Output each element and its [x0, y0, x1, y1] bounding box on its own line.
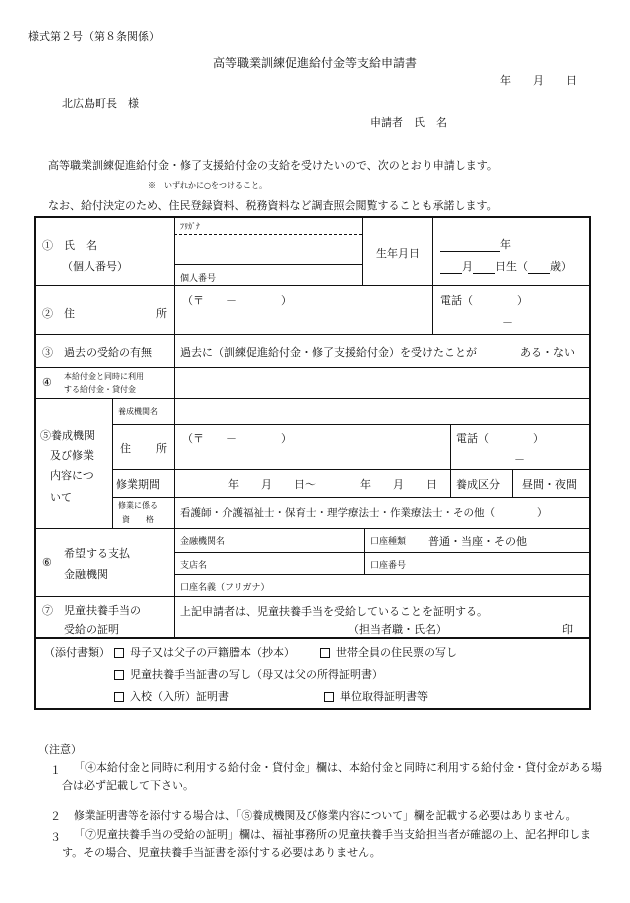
qualification-label-2: 資 格 — [122, 515, 154, 524]
checkbox-icon[interactable] — [114, 692, 124, 702]
account-number-label: 口座番号 — [370, 561, 407, 571]
attach-item-4[interactable]: 入校（入所）証明書 — [114, 688, 229, 704]
qualification-choice[interactable]: 看護師・介護福祉士・保育士・理学療法士・作業療法士・その他（ ） — [180, 507, 548, 519]
name-sub-label: （個人番号） — [62, 260, 128, 273]
circle-note: ※ いずれかに○をつけること。 — [148, 181, 267, 190]
seal-mark: 印 — [562, 623, 573, 636]
child-allowance-label-1: ⑦ 児童扶養手当の — [42, 604, 141, 617]
checkbox-icon[interactable] — [320, 648, 330, 658]
school-label-2: 及び修業 — [50, 449, 94, 462]
form-title: 高等職業訓練促進給付金等支給申請書 — [212, 56, 417, 70]
checkbox-icon[interactable] — [324, 692, 334, 702]
checkbox-icon[interactable] — [114, 648, 124, 658]
period-value[interactable]: 年 月 日～ 年 月 日 — [228, 478, 437, 491]
birth-date-label: 生年月日 — [376, 247, 420, 260]
addressee: 北広島町長 様 — [62, 97, 139, 110]
name-field[interactable] — [180, 236, 358, 262]
postal-code-field[interactable]: （〒 － ） — [182, 294, 292, 307]
phone-field[interactable]: 電話（ ） — [440, 294, 528, 307]
school-label-3: 内容につ — [50, 469, 94, 482]
category-label: 養成区分 — [456, 478, 500, 491]
kojin-bango-label: 個人番号 — [180, 274, 217, 284]
note-3-number: ３ — [50, 831, 61, 844]
note-2-number: ２ — [50, 810, 61, 823]
note-3: 「⑦児童扶養手当の受給の証明」欄は、福祉事務所の児童扶養手当支給担当者が確認の上、記名押印します。その場合、児童扶養手当証書を添付する必要はありません。 — [62, 828, 591, 859]
note-1: 「④本給付金と同時に利用する給付金・貸付金」欄は、本給付金と同時に利用する給付金・貸付金がある場合は必ず記載して下さい。 — [62, 761, 602, 792]
school-address-label-2: 所 — [156, 442, 167, 455]
school-phone-dash: － — [514, 453, 525, 466]
bank-label-num: ⑥ — [42, 556, 52, 569]
intro-line-2: なお、給付決定のため、住民登録資料、税務資料など調査照会閲覧することも承諾します。 — [48, 199, 498, 212]
account-type-label: 口座種類 — [370, 537, 407, 547]
note-1-number: １ — [50, 764, 61, 777]
address-label-end: 所 — [156, 307, 167, 320]
period-label: 修業期間 — [116, 478, 160, 491]
attach-item-3[interactable]: 児童扶養手当証書の写し（母又は父の所得証明書） — [114, 666, 383, 682]
other-benefit-label-1: 本給付金と同時に利用 — [64, 372, 144, 381]
form-number: 様式第２号（第８条関係） — [28, 30, 160, 43]
checkbox-icon[interactable] — [114, 670, 124, 680]
bank-name-label: 金融機関名 — [180, 537, 226, 547]
intro-line-1: 高等職業訓練促進給付金・修了支援給付金の支給を受けたいので、次のとおり申請します。 — [48, 159, 498, 172]
kojin-bango-field[interactable] — [232, 266, 360, 284]
birth-year-line[interactable]: 年 — [440, 236, 511, 252]
notes-heading: （注意） — [38, 743, 82, 756]
past-receipt-text: 過去に（訓練促進給付金・修了支援給付金）を受けたことが — [180, 346, 477, 359]
child-allowance-label-2: 受給の証明 — [64, 623, 119, 636]
past-receipt-label: ③ 過去の受給の有無 — [42, 346, 152, 359]
address-label: ② 住 — [42, 307, 75, 320]
attach-item-5[interactable]: 単位取得証明書等 — [324, 688, 428, 704]
other-benefit-num: ④ — [42, 376, 52, 389]
school-name-label: 養成機関名 — [118, 407, 158, 416]
note-2: 修業証明書等を添付する場合は、「⑤養成機関及び修業内容について」欄を記載する必要はありません。 — [74, 809, 577, 822]
school-postal-field[interactable]: （〒 － ） — [182, 432, 292, 445]
school-label-1: ⑤養成機関 — [40, 429, 95, 442]
name-label: ① 氏 名 — [42, 239, 97, 252]
birth-month-day-line[interactable]: 月 日生（ 歳） — [440, 258, 572, 274]
bank-label-2: 金融機関 — [64, 568, 108, 581]
account-holder-label: 口座名義（フリガナ） — [180, 583, 270, 593]
official-title-name: （担当者職・氏名） — [348, 623, 447, 636]
applicant-name-label: 申請者 氏 名 — [370, 116, 447, 129]
school-address-label-1: 住 — [120, 442, 131, 455]
qualification-label-1: 修業に係る — [118, 501, 158, 510]
school-name-field[interactable] — [178, 401, 586, 422]
furigana-label: ﾌﾘｶﾞﾅ — [180, 222, 200, 231]
school-label-4: いて — [50, 491, 72, 504]
phone-dash: － — [502, 316, 513, 329]
date-line: 年 月 日 — [500, 74, 577, 87]
school-phone-field[interactable]: 電話（ ） — [456, 432, 544, 445]
attach-item-1[interactable]: 母子又は父子の戸籍謄本（抄本） — [114, 644, 295, 660]
other-benefit-field[interactable] — [178, 370, 586, 396]
child-allowance-cert: 上記申請者は、児童扶養手当を受給していることを証明する。 — [180, 605, 488, 618]
past-receipt-choice[interactable]: ある・ない — [520, 346, 575, 359]
category-choice[interactable]: 昼間・夜間 — [522, 478, 577, 491]
bank-label-1: 希望する支払 — [64, 547, 130, 560]
account-type-choice[interactable]: 普通・当座・その他 — [428, 535, 527, 548]
other-benefit-label-2: する給付金・貸付金 — [64, 385, 136, 394]
branch-label: 支店名 — [180, 561, 208, 571]
attach-item-2[interactable]: 世帯全員の住民票の写し — [320, 644, 457, 660]
attachments-label: （添付書類） — [44, 646, 110, 659]
